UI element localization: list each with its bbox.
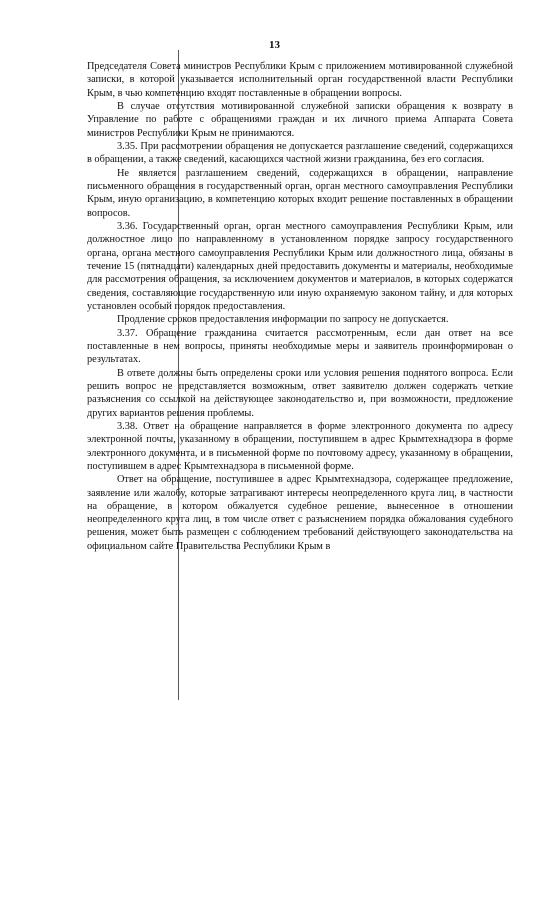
paragraph-8: В ответе должны быть определены сроки или условия решения поднятого вопроса. Если решить вопрос не представляется возможным, ответ заявителю должен содержать четкие разъяснения со ссылкой на действующее законодательство и, при возможности, предложение других вариантов решения проблемы. [87, 367, 513, 419]
paragraph-7: 3.37. Обращение гражданина считается рассмотренным, если дан ответ на все поставленные в нем вопросы, приняты необходимые меры и заявитель проинформирован о результатах. [87, 327, 513, 366]
paragraph-6: Продление сроков предоставления информации по запросу не допускается. [117, 314, 449, 326]
page-number: 13 [269, 39, 280, 51]
paragraph-9: 3.38. Ответ на обращение направляется в форме электронного документа по адресу электронной почты, указанному в обращении, поступившем в адрес Крымтехнадзора в форме электронного документа, и в письменной форме по почтовому адресу, указанному в обращении, поступившем в адрес Крымтехнадзора в письменной форме. [87, 420, 513, 472]
paragraph-3: 3.35. При рассмотрении обращения не допускается разглашение сведений, содержащихся в обращении, а также сведений, касающихся частной жизни гражданина, без его согласия. [87, 140, 513, 166]
paragraph-4: Не является разглашением сведений, содержащихся в обращении, направление письменного обращения в государственный орган, орган местного самоуправления Республики Крым, иную организацию, в компетенцию которых входит решение поставленных в обращении вопросов. [87, 167, 513, 219]
paragraph-1: Председателя Совета министров Республики Крым с приложением мотивированной служебной записки, в которой указывается исполнительный орган государственной власти Республики Крым, в чью компетенцию входят поставленные в обращении вопросы. [87, 61, 513, 99]
paragraph-5: 3.36. Государственный орган, орган местного самоуправления Республики Крым, или должностное лицо по направленному в установленном порядке запросу государственного органа, органа местного самоуправления Республики Крым или должностного лица, обязаны в течение 15 (пятнадцати) календарных дней предоставить документы и материалы, необходимые для рассмотрения обращения, за исключением документов и материалов, в которых содержатся сведения, составляющие государственную или иную охраняемую законом тайну, и для которых установлен особый порядок предоставления. [87, 220, 513, 312]
paragraph-10: Ответ на обращение, поступившее в адрес Крымтехнадзора, содержащее предложение, заявление или жалобу, которые затрагивают интересы неопределенного круга лиц, в частности на обращение, в котором обжалуется судебное решение, вынесенное в отношении неопределенного круга лиц, в том числе ответ с разъяснением порядка обжалования судебного решения, может быть размещен с соблюдением требований действующего законодательства на официальном сайте Правительства Республики Крым в [87, 474, 513, 552]
paragraph-2: В случае отсутствия мотивированной служебной записки обращения к возврату в Управление по работе с обращениями граждан и их личного приема Аппарата Совета министров Республики Крым не принимаются. [87, 100, 513, 139]
document-body [87, 60, 513, 553]
